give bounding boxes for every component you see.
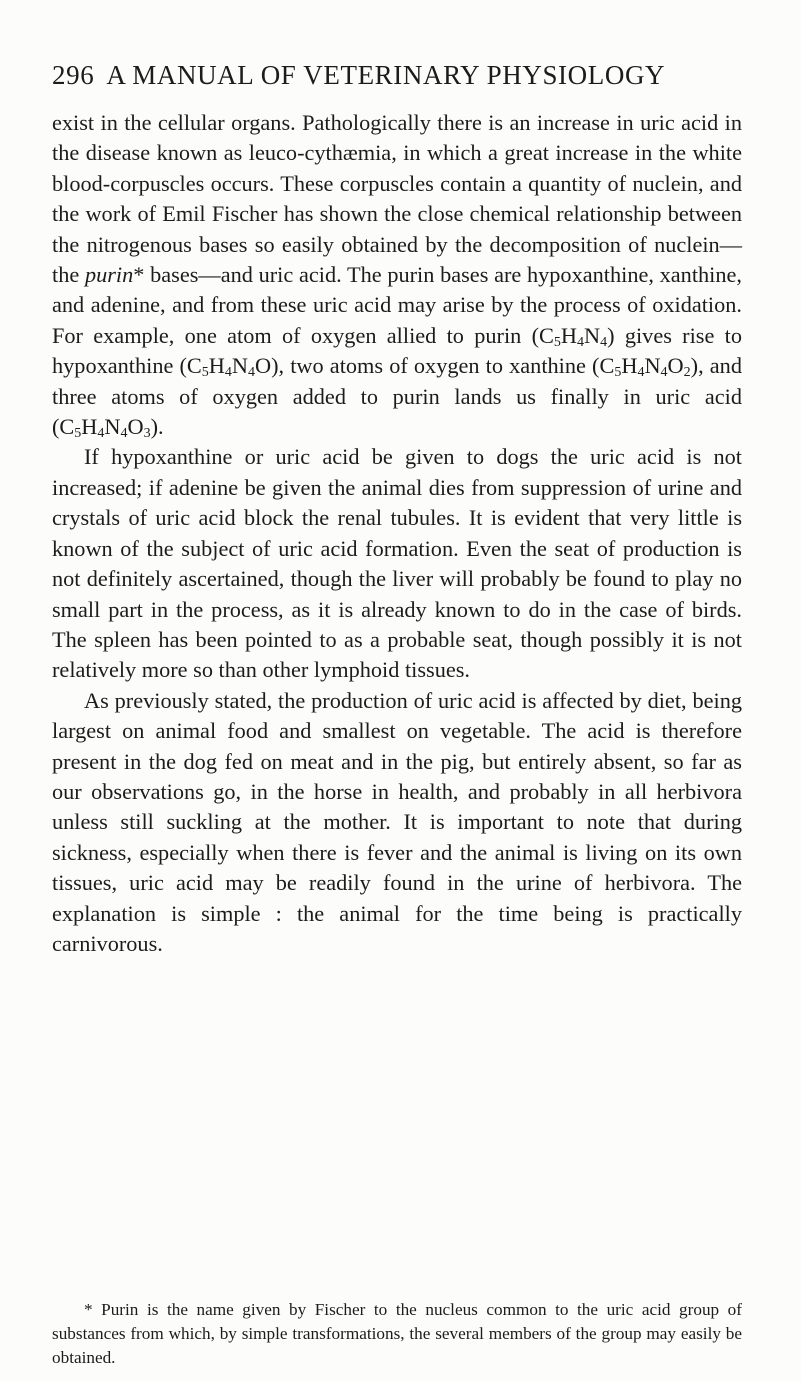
footnote [52, 1298, 742, 1370]
formula-subscript: 4 [120, 426, 128, 442]
formula-subscript: 4 [600, 334, 608, 350]
formula-subscript: 4 [660, 365, 668, 381]
formula-subscript: 3 [143, 426, 151, 442]
paragraph-1-text-f: ). [150, 414, 164, 440]
paragraph-2: If hypoxanthine or uric acid be given to dogs the uric acid is not increased; if adenine be given the animal dies from suppression of urine and crystals of uric acid block the renal tubules. It is evident that very little is known of the subject of uric acid formation. Even the seat of production is not definitely ascertained, though the liver will probably be found to play no small part in the process, as it is already known to do in the case of birds. The spleen has been pointed to as a probable seat, though possibly it is not relatively more so than other lymphoid tissues. [52, 444, 742, 683]
paragraph-1-text-e: ), and three atoms of oxygen added to purin lands us finally in uric acid (C [52, 353, 742, 440]
running-head [52, 60, 742, 100]
formula-subscript: 4 [224, 365, 232, 381]
paragraph-3: As previously stated, the production of uric acid is affected by diet, being largest on animal food and smallest on vegetable. The acid is therefore present in the dog fed on meat and in the pig, but entirely absent, so far as our observations go, in the horse in health, and probably in all herbivora unless still suckling at the mother. It is important to note that during sickness, especially when there is fever and the animal is living on its own tissues, uric acid may be readily found in the urine of herbivora. The explanation is simple : the animal for the time being is practically carnivorous. [52, 687, 742, 956]
footnote-paragraph [52, 1298, 742, 1370]
formula-element: N [104, 414, 121, 440]
purin-term: purin [84, 262, 134, 288]
formula-element: N [584, 322, 601, 348]
footnote-marker: * [84, 1300, 93, 1319]
formula-subscript: 5 [74, 426, 82, 442]
footnote-reference[interactable]: * [133, 262, 145, 288]
paragraph-1-text-b: bases—and uric acid. The purin bases are hypoxanthine, xanthine, and adenine, and from these uric acid may arise by the process of oxidation. For example, one atom of oxygen allied to purin (C [52, 262, 742, 348]
formula-subscript: 5 [553, 334, 561, 350]
formula-element: H [81, 414, 98, 440]
formula-element: O [127, 414, 144, 440]
paragraph-1-text-a: exist in the cellular organs. Pathologically there is an increase in uric acid in the disease known as leuco-cythæmia, in which a great increase in the white blood-corpuscles occurs. These corpuscles contain a quantity of nuclein, and the work of Emil Fischer has shown the close chemical relationship between the nitrogenous bases so easily obtained by the decomposition of nuclein—the [52, 110, 742, 288]
body-text [52, 108, 742, 959]
formula-element: N [231, 353, 249, 379]
formula-subscript: 2 [683, 365, 691, 381]
page-number: 296 [52, 60, 95, 90]
formula-element: H [560, 322, 577, 348]
formula-element: N [644, 353, 661, 379]
book-title: A MANUAL OF VETERINARY PHYSIOLOGY [106, 60, 666, 90]
formula-element: O [667, 353, 684, 379]
formula-subscript: 4 [97, 426, 105, 442]
formula-subscript: 5 [201, 365, 209, 381]
formula-subscript: 5 [614, 365, 622, 381]
paragraph-1-text-d: O), two atoms of oxygen to xanthine (C [255, 353, 615, 379]
paragraph-1 [52, 108, 742, 442]
paragraph-1-text-c: ) gives rise to hypoxanthine (C [52, 322, 742, 379]
formula-subscript: 4 [248, 365, 256, 381]
formula-subscript: 4 [637, 365, 645, 381]
formula-element: H [621, 353, 638, 379]
formula-element: H [208, 353, 225, 379]
footnote-text: Purin is the name given by Fischer to the nucleus common to the uric acid group of substances from which, by simple transformations, the several members of the group may easily be obtained. [52, 1300, 742, 1367]
formula-subscript: 4 [577, 334, 584, 350]
